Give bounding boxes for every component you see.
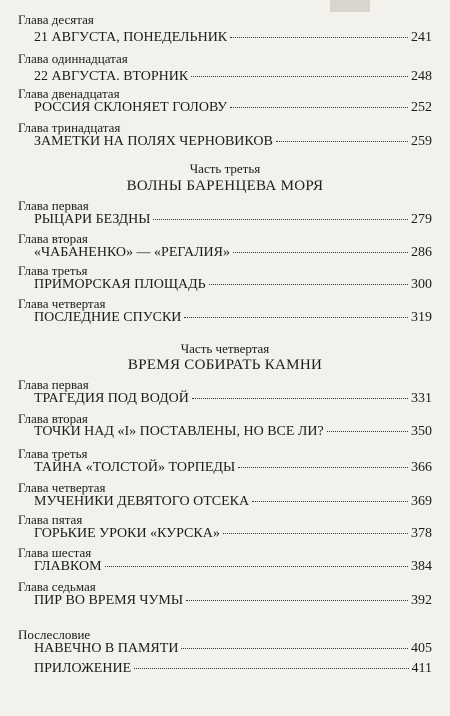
chapter-label: Глава десятая: [18, 12, 94, 27]
chapter-title: РЫЦАРИ БЕЗДНЫ: [34, 212, 151, 227]
part-title: ВОЛНЫ БАРЕНЦЕВА МОРЯ: [126, 178, 324, 194]
leader-dots: [252, 501, 408, 502]
leader-dots: [209, 284, 408, 285]
chapter-label: Глава двенадцатая: [18, 86, 120, 101]
leader-dots: [186, 600, 408, 601]
chapter-label: Глава шестая: [18, 545, 92, 560]
chapter-label: Глава четвертая: [18, 296, 106, 311]
chapter-title: ТРАГЕДИЯ ПОД ВОДОЙ: [34, 391, 189, 406]
part-label: Часть четвертая: [180, 341, 270, 356]
chapter-label: Глава третья: [18, 446, 88, 461]
leader-dots: [181, 648, 408, 649]
chapter-label: Глава тринадцатая: [18, 120, 121, 135]
leader-dots: [230, 37, 408, 38]
chapter-label: Глава четвертая: [18, 480, 106, 495]
toc-entry: [34, 68, 432, 85]
chapter-label: Глава пятая: [18, 512, 83, 527]
page-number: 392: [411, 593, 432, 608]
page-number: 241: [411, 30, 432, 45]
page-number: 300: [411, 277, 432, 292]
toc-entry: [34, 558, 432, 575]
page-number: 252: [411, 100, 432, 115]
leader-dots: [238, 467, 408, 468]
chapter-title: ПОСЛЕДНИЕ СПУСКИ: [34, 310, 182, 325]
toc-entry: [34, 99, 432, 116]
page-number: 331: [411, 391, 432, 406]
page-number: 279: [411, 212, 432, 227]
afterword-label: Послесловие: [18, 627, 91, 642]
page-number: 350: [411, 424, 432, 439]
chapter-title: 22 АВГУСТА. ВТОРНИК: [34, 69, 189, 84]
toc-entry: [34, 309, 432, 326]
toc-entry: [34, 640, 432, 657]
toc-entry: [34, 133, 432, 150]
leader-dots: [327, 431, 408, 432]
chapter-label: Глава первая: [18, 198, 89, 213]
chapter-title: РОССИЯ СКЛОНЯЕТ ГОЛОВУ: [34, 100, 228, 115]
toc-entry: [34, 493, 432, 510]
part-title: ВРЕМЯ СОБИРАТЬ КАМНИ: [127, 357, 323, 373]
page-number: 286: [411, 245, 432, 260]
toc-entry: [34, 459, 432, 476]
page-number: 366: [411, 460, 432, 475]
page-number: 411: [411, 661, 432, 676]
leader-dots: [153, 219, 408, 220]
toc-entry: [34, 276, 432, 293]
chapter-title: ГЛАВКОМ: [34, 559, 102, 574]
leader-dots: [134, 668, 408, 669]
chapter-label: Глава первая: [18, 377, 89, 392]
chapter-title: ЗАМЕТКИ НА ПОЛЯХ ЧЕРНОВИКОВ: [34, 134, 273, 149]
chapter-title: ТАЙНА «ТОЛСТОЙ» ТОРПЕДЫ: [34, 460, 236, 475]
toc-entry: [34, 525, 432, 542]
page-number: 248: [411, 69, 432, 84]
leader-dots: [233, 252, 408, 253]
toc-entry: [34, 423, 432, 440]
page-number: 369: [411, 494, 432, 509]
chapter-title: ГОРЬКИЕ УРОКИ «КУРСКА»: [34, 526, 220, 541]
page-number: 378: [411, 526, 432, 541]
leader-dots: [276, 141, 408, 142]
leader-dots: [105, 566, 408, 567]
chapter-title: ПРИЛОЖЕНИЕ: [34, 661, 132, 676]
toc-entry: [34, 211, 432, 228]
leader-dots: [192, 398, 408, 399]
toc-entry: [34, 244, 432, 261]
toc-entry: [34, 390, 432, 407]
page-number: 384: [411, 559, 432, 574]
chapter-label: Глава вторая: [18, 411, 88, 426]
chapter-title: МУЧЕНИКИ ДЕВЯТОГО ОТСЕКА: [34, 494, 250, 509]
chapter-label: Глава седьмая: [18, 579, 96, 594]
page-number: 405: [411, 641, 432, 656]
chapter-title: «ЧАБАНЕНКО» — «РЕГАЛИЯ»: [34, 245, 231, 260]
toc-entry: [34, 29, 432, 46]
chapter-title: 21 АВГУСТА, ПОНЕДЕЛЬНИК: [34, 30, 228, 45]
leader-dots: [191, 76, 408, 77]
toc-entry: [34, 660, 432, 677]
chapter-title: ПИР ВО ВРЕМЯ ЧУМЫ: [34, 593, 184, 608]
chapter-label: Глава одиннадцатая: [18, 51, 128, 66]
chapter-title: ПРИМОРСКАЯ ПЛОЩАДЬ: [34, 277, 206, 292]
leader-dots: [223, 533, 408, 534]
page-number: 319: [411, 310, 432, 325]
chapter-label: Глава вторая: [18, 231, 88, 246]
chapter-label: Глава третья: [18, 263, 88, 278]
part-label: Часть третья: [189, 161, 261, 176]
chapter-title: ТОЧКИ НАД «I» ПОСТАВЛЕНЫ, НО ВСЕ ЛИ?: [34, 424, 324, 439]
leader-dots: [230, 107, 408, 108]
chapter-title: НАВЕЧНО В ПАМЯТИ: [34, 641, 179, 656]
leader-dots: [184, 317, 408, 318]
page-number: 259: [411, 134, 432, 149]
toc-entry: [34, 592, 432, 609]
